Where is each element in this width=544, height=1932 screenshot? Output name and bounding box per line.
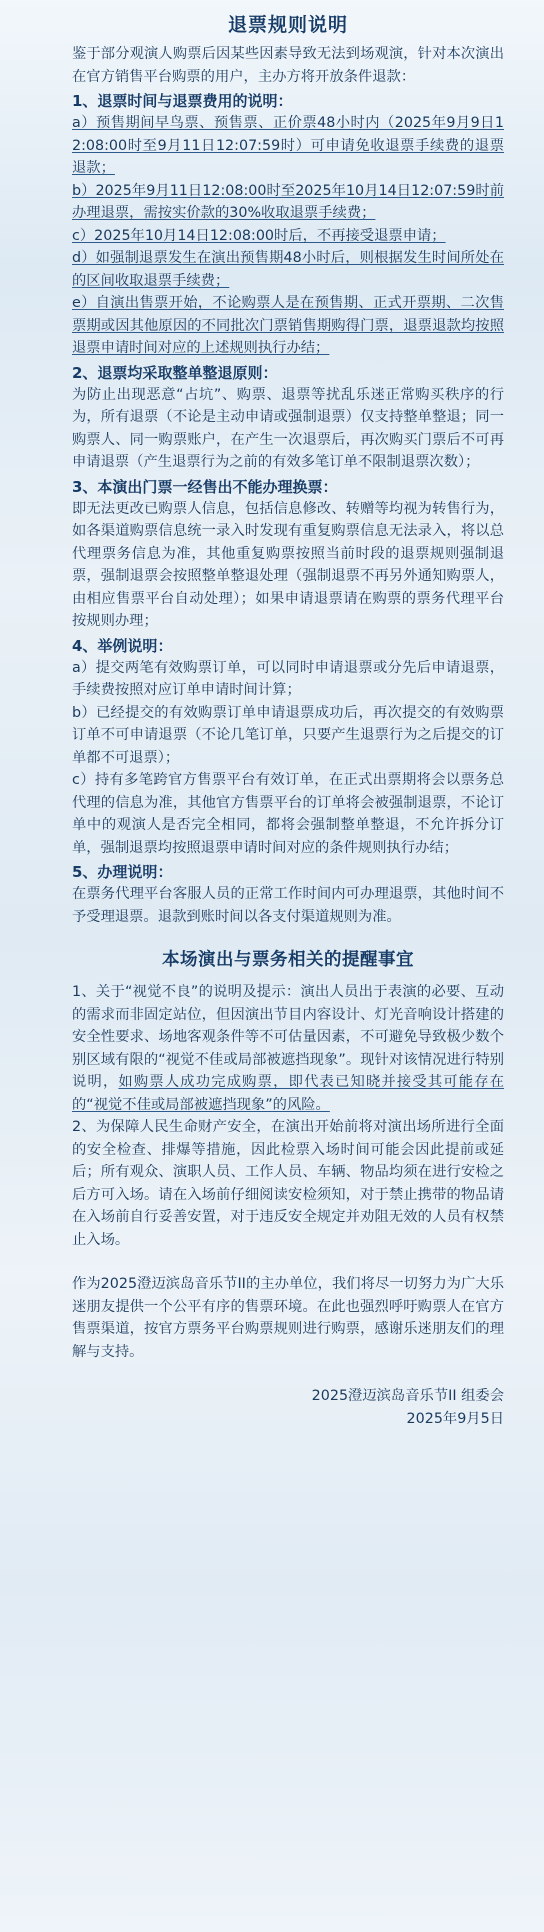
rule-1c: c）2025年10月14日12:08:00时后，不再接受退票申请；: [72, 227, 446, 244]
spacer: [72, 1251, 504, 1273]
section-4-title: 4、举例说明：: [72, 636, 173, 655]
section-5-body: 在票务代理平台客服人员的正常工作时间内可办理退票，其他时间不予受理退票。退款到账时间以各支付渠道规则为准。: [72, 886, 504, 925]
example-4c: c）持有多笔跨官方售票平台有效订单，在正式出票期将会以票务总代理的信息为准，其他官方售票平台的订单将会被强制退票，不论订单中的观演人是否完全相同，都将会强制整单整退，不允许拆分订单，强制退票均按照退票申请时间对应的条件规则执行办结；: [72, 772, 504, 856]
intro-paragraph: 鉴于部分观演人购票后因某些因素导致无法到场观演，针对本次演出在官方销售平台购票的用户，主办方将开放条件退款：: [72, 46, 504, 85]
reminder-paragraph-2: 2、为保障人民生命财产安全，在演出开始前将对演出场所进行全面的安全检查、排爆等措施，因此检票入场时间可能会因此提前或延后；所有观众、演职人员、工作人员、车辆、物品均须在进行安检之后方可入场。请在入场前仔细阅读安检须知，对于禁止携带的物品请在入场前自行妥善安置，对于违反安全规定并劝阻无效的人员有权禁止入场。: [72, 1119, 504, 1248]
rule-1a: a）预售期间早鸟票、预售票、正价票48小时内（2025年9月9日12:08:00时至9月11日12:07:59时）可申请免收退票手续费的退票退款；: [72, 115, 504, 176]
reminder-title: 本场演出与票务相关的提醒事宜: [162, 950, 414, 970]
example-4b: b）已经提交的有效购票订单申请退票成功后，再次提交的有效购票订单不可申请退票（不论几笔订单，只要产生退票行为之后提交的订单都不可退票）；: [72, 704, 504, 766]
spacer: [72, 1363, 504, 1385]
signature-date: 2025年9月5日: [406, 1410, 504, 1427]
section-2-title: 2、退票均采取整单整退原则：: [72, 363, 278, 382]
closing-paragraph: 作为2025澄迈滨岛音乐节II的主办单位，我们将尽一切努力为广大乐迷朋友提供一个公平有序的售票环境。在此也强烈呼吁购票人在官方售票渠道，按官方票务平台购票规则进行购票，感谢乐迷朋友们的理解与支持。: [72, 1276, 504, 1360]
rule-1e: e）自演出售票开始，不论购票人是在预售期、正式开票期、二次售票期或因其他原因的不同批次门票销售期购得门票，退票退款均按照退票申请时间对应的上述规则执行办结；: [72, 295, 504, 356]
section-1-title: 1、退票时间与退票费用的说明：: [72, 92, 293, 110]
reminder-1-underlined: 如购票人成功完成购票，即代表已知晓并接受其可能存在的“视觉不佳或局部被遮挡现象”的风险。: [72, 1074, 505, 1113]
rule-1d: d）如强制退票发生在演出预售期48小时后，则根据发生时间所处在的区间收取退票手续费；: [72, 250, 504, 289]
reminder-paragraph-1: [72, 981, 504, 1116]
rule-1b: b）2025年9月11日12:08:00时至2025年10月14日12:07:59时前办理退票，需按实价款的30%收取退票手续费；: [72, 182, 504, 221]
section-2-body: 为防止出现恶意“占坑”、购票、退票等扰乱乐迷正常购买秩序的行为，所有退票（不论是主动申请或强制退票）仅支持整单整退；同一购票人、同一购票账户，在产生一次退票后，再次购买门票后不可再申请退票（产生退票行为之前的有效多笔订单不限制退票次数）；: [72, 386, 504, 470]
reminder-1-text: 1、关于“视觉不良”的说明及提示：演出人员出于表演的必要、互动的需求而非固定站位，但因演出节目内容设计、灯光音响设计搭建的安全性要求、场地客观条件等不可估量因素，不可避免导致极少数个别区域有限的“视觉不佳或局部被遮挡现象”。现针对该情况进行特别说明，: [72, 984, 504, 1090]
section-3-body: 即无法更改已购票人信息，包括信息修改、转赠等均视为转售行为，如各渠道购票信息统一录入时发现有重复购票信息无法录入，将以总代理票务信息为准，其他重复购票按照当前时段的退票规则强制退票，强制退票会按照整单整退处理（强制退票不再另外通知购票人，由相应售票平台自动处理）；如果申请退票请在购票的票务代理平台按规则办理；: [72, 500, 504, 629]
page-title: 退票规则说明: [227, 14, 348, 36]
example-4a: a）提交两笔有效购票订单，可以同时申请退票或分先后申请退票，手续费按照对应订单申请时间计算；: [72, 659, 504, 698]
signature-organizer: 2025澄迈滨岛音乐节II 组委会: [311, 1388, 504, 1404]
section-3-title: 3、本演出门票一经售出不能办理换票：: [72, 477, 338, 496]
section-5-title: 5、办理说明：: [72, 863, 173, 881]
